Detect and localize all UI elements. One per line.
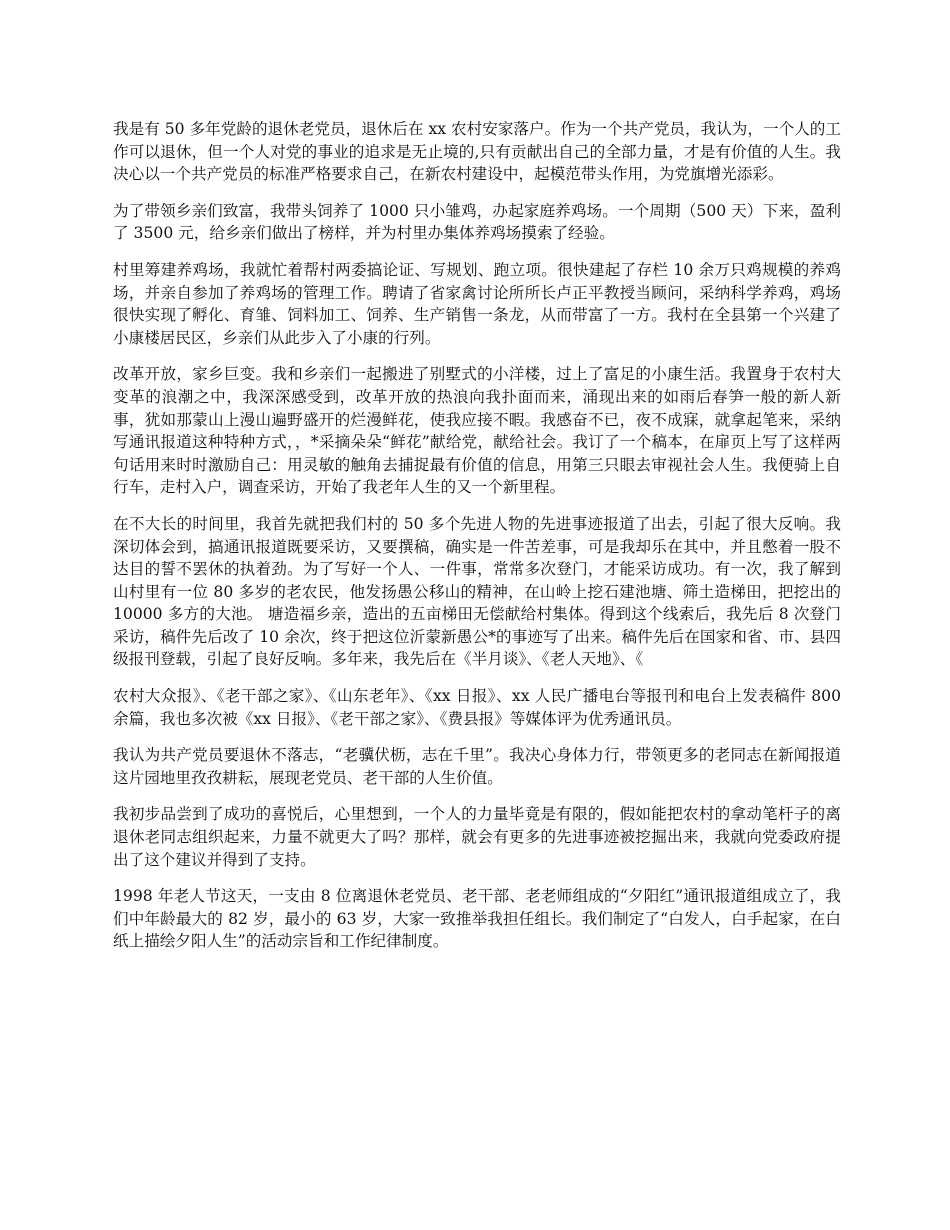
paragraph-4: 改革开放，家乡巨变。我和乡亲们一起搬进了别墅式的小洋楼，过上了富足的小康生活。我置身于农村大变革的浪潮之中，我深深感受到，改革开放的热浪向我扑面而来，涌现出来的如雨后春笋一般的新人新事，犹如那蒙山上漫山遍野盛开的烂漫鲜花，使我应接不暇。我感奋不已，夜不成寐，就拿起笔来，采纳写通讯报道这种特种方式，，*采摘朵朵“鲜花”献给党，献给社会。我订了一个稿本，在扉页上写了这样两句话用来时时激励自己：用灵敏的触角去捕捉最有价值的信息，用第三只眼去审视社会人生。我便骑上自行车，走村入户，调查采访，开始了我老年人生的又一个新里程。 (113, 365, 841, 497)
paragraph-3: 村里筹建养鸡场，我就忙着帮村两委搞论证、写规划、跑立项。很快建起了存栏 10 余万只鸡规模的养鸡场，并亲自参加了养鸡场的管理工作。聘请了省家禽讨论所所长卢正平教授当顾问，采纳科学养鸡，鸡场很快实现了孵化、育雏、饲料加工、饲养、生产销售一条龙，从而带富了一方。我村在全县第一个兴建了小康楼居民区，乡亲们从此步入了小康的行列。 (113, 260, 841, 347)
paragraph-8: 我初步品尝到了成功的喜悦后，心里想到，一个人的力量毕竟是有限的，假如能把农村的拿动笔杆子的离退休老同志组织起来，力量不就更大了吗？那样，就会有更多的先进事迹被挖掘出来，我就向党委政府提出了这个建议并得到了支持。 (113, 805, 841, 869)
paragraph-1: 我是有 50 多年党龄的退休老党员，退休后在 xx 农村安家落户。作为一个共产党员，我认为，一个人的工作可以退休，但一个人对党的事业的追求是无止境的,只有贡献出自己的全部力量，才是有价值的人生。我决心以一个共产党员的标准严格要求自己，在新农村建设中，起模范带头作用，为党旗增光添彩。 (113, 120, 841, 184)
paragraph-9: 1998 年老人节这天，一支由 8 位离退休老党员、老干部、老老师组成的“夕阳红”通讯报道组成立了，我们中年龄最大的 82 岁，最小的 63 岁，大家一致推举我担任组长。我们制定了“白发人，白手起家，在白纸上描绘夕阳人生”的活动宗旨和工作纪律制度。 (113, 887, 841, 951)
paragraph-2: 为了带领乡亲们致富，我带头饲养了 1000 只小雏鸡，办起家庭养鸡场。一个周期（500 天）下来，盈利了 3500 元，给乡亲们做出了榜样，并为村里办集体养鸡场摸索了经验。 (113, 201, 841, 243)
paragraph-7: 我认为共产党员要退休不落志，“老骥伏枥，志在千里”。我决心身体力行，带领更多的老同志在新闻报道这片园地里孜孜耕耘，展现老党员、老干部的人生价值。 (113, 746, 841, 787)
document-body (113, 118, 841, 967)
paragraph-5: 在不大长的时间里，我首先就把我们村的 50 多个先进人物的先进事迹报道了出去，引起了很大反响。我深切体会到，搞通讯报道既要采访，又要撰稿，确实是一件苦差事，可是我却乐在其中，并且憋着一股不达目的誓不罢休的执着劲。为了写好一个人、一件事，常常多次登门，才能采访成功。有一次，我了解到山村里有一位 80 多岁的老农民，他发扬愚公移山的精神，在山岭上挖石建池塘、筛土造梯田，把挖出的 10000 多方的大池。 塘造福乡亲，造出的五亩梯田无偿献给村集体。得到这个线索后，我先后 8 次登门采访，稿件先后改了 10 余次，终于把这位沂蒙新愚公*的事迹写了出来。稿件先后在国家和省、市、县四级报刊登载，引起了良好反响。多年来，我先后在《半月谈》、《老人天地》、《 (113, 514, 841, 669)
paragraph-6: 农村大众报》、《老干部之家》、《山东老年》、《xx 日报》、xx 人民广播电台等报刊和电台上发表稿件 800 余篇，我也多次被《xx 日报》、《老干部之家》、《费县报》等媒体评为优秀通讯员。 (113, 687, 841, 728)
